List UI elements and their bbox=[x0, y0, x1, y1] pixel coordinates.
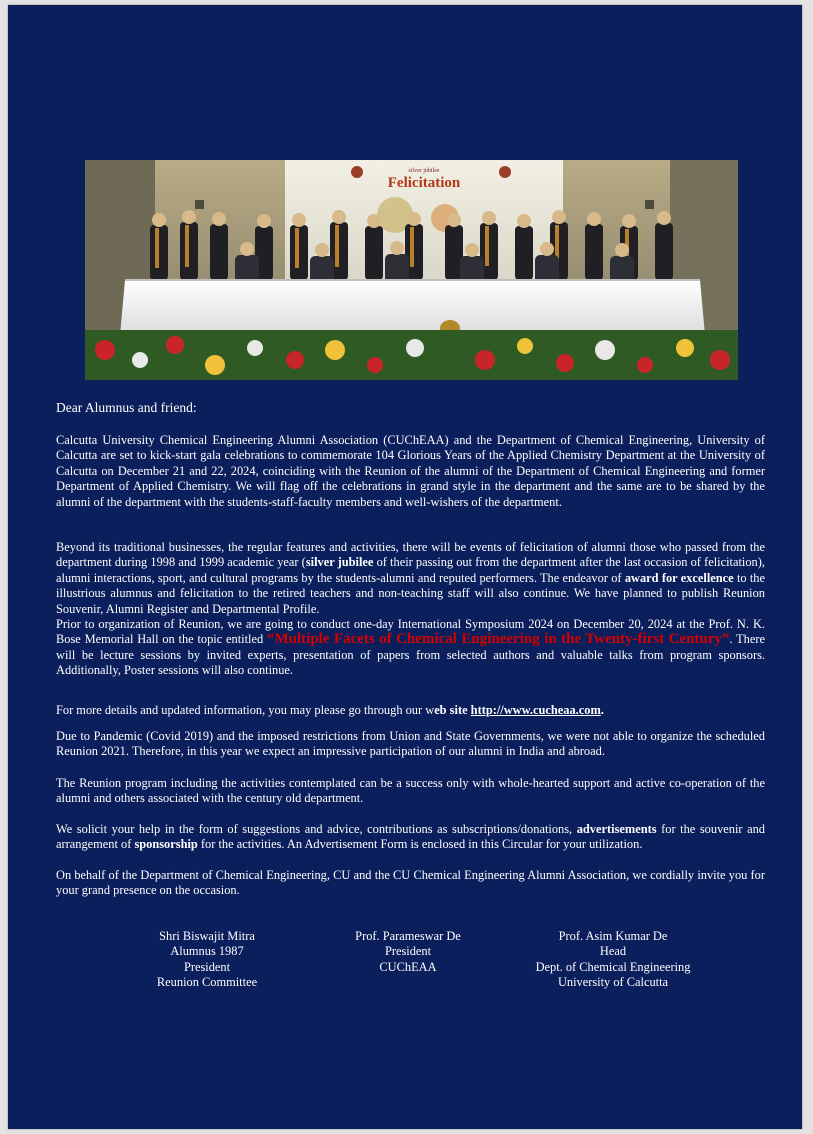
award-emphasis: award for excellence bbox=[624, 570, 734, 585]
signatory-line: Dept. of Chemical Engineering bbox=[535, 959, 691, 974]
signatory-line: CUChEAA bbox=[379, 959, 437, 974]
paragraph-support: The Reunion program including the activities contemplated can be a success only with whole-hearted support and active co-operation of the alumni and others associated with the century old department. bbox=[56, 776, 765, 806]
signatory-line: President bbox=[384, 944, 432, 959]
signatory-name: Shri Biswajit Mitra bbox=[159, 929, 255, 943]
circular-page bbox=[8, 5, 802, 1129]
salutation: Dear Alumnus and friend: bbox=[56, 400, 197, 415]
silver-jubilee-emphasis: silver jubilee bbox=[305, 555, 374, 570]
signatory-reunion-committee bbox=[132, 929, 282, 991]
advertisements-emphasis: advertisements bbox=[576, 822, 657, 836]
signatory-line: Reunion Committee bbox=[156, 975, 258, 990]
paragraph-pandemic: Due to Pandemic (Covid 2019) and the imposed restrictions from Union and State Governments, we were not able to organize the scheduled Reunion 2021. Therefore, in this year we expect an impressive participation of our alumni in India and abroad. bbox=[56, 729, 765, 759]
symposium-topic: “Multiple Facets of Chemical Engineering in the Twenty-first Century” bbox=[266, 631, 730, 648]
paragraph-intro: Calcutta University Chemical Engineering Alumni Association (CUChEAA) and the Department of Chemical Engineering, University of Calcutta are set to kick-start gala celebrations to commemorate 104 Glorious Years of the Applied Chemistry Department at the University of Calcutta on December 21 and 22, 2024, coinciding with the Reunion of the alumni of the Department of Chemical Engineering and former Department of Applied Chemistry. We will flag off the celebrations in grand style in the department and the same are to be shared by the alumni of the department with the students-staff-faculty members and well-wishers of the department. bbox=[56, 433, 765, 509]
signatory-name: Prof. Asim Kumar De bbox=[558, 929, 668, 943]
paragraph-website bbox=[56, 703, 765, 718]
solicit-text-3: for the activities. An Advertisement Form is enclosed in this Circular for your utilization. bbox=[197, 837, 643, 852]
solicit-text-1: We solicit your help in the form of suggestions and advice, contributions as subscriptions/donations, bbox=[56, 822, 577, 836]
banner-title: Felicitation bbox=[387, 175, 461, 191]
website-link[interactable]: http://www.cucheaa.com bbox=[470, 703, 601, 717]
signatory-line: University of Calcutta bbox=[557, 975, 669, 990]
paragraph-events bbox=[56, 540, 765, 679]
signatory-line: Head bbox=[599, 944, 627, 959]
felicitation-group-photo bbox=[85, 160, 738, 380]
website-bold-text: eb site bbox=[434, 703, 471, 717]
events-text-1: Beyond its traditional businesses, the regular features and activities, there will be events of felicitation of alumni those who passed from the department during 1998 and 1999 academic year ( bbox=[56, 540, 765, 570]
banner-small-text: silver jubilee bbox=[408, 168, 440, 174]
signatory-name: Prof. Parameswar De bbox=[355, 929, 461, 943]
events-text-3: to the illustrious alumnus and felicitation to the retired teachers and non-teaching staff will also continue. We have planned to publish Reunion Souvenir, Alumni Register and Departmental Profile. bbox=[56, 570, 765, 616]
signatory-department-head bbox=[523, 929, 703, 991]
signatory-line: Alumnus 1987 bbox=[170, 944, 244, 959]
symposium-text-1: Prior to organization of Reunion, we are going to conduct one-day International Symposium 2024 on December 20, 2024 at the Prof. N. K. Bose Memorial Hall on the topic entitled bbox=[56, 617, 765, 647]
website-period: . bbox=[600, 703, 604, 717]
paragraph-solicit bbox=[56, 822, 765, 853]
signatory-cucheaa bbox=[333, 929, 483, 975]
sponsorship-emphasis: sponsorship bbox=[134, 837, 198, 852]
signatory-line: President bbox=[183, 959, 231, 974]
solicit-text-2: for the souvenir and arrangement of bbox=[56, 822, 765, 852]
website-text: For more details and updated information, you may please go through our w bbox=[56, 703, 435, 717]
events-text-2: of their passing out from the department after the last occasion of felicitation), alumni interactions, sport, and cultural programs by the students-alumni and reputed performers. The endeavor of bbox=[56, 555, 765, 585]
paragraph-invitation: On behalf of the Department of Chemical Engineering, CU and the CU Chemical Engineering Alumni Association, we cordially invite you for your grand presence on the occasion. bbox=[56, 868, 765, 898]
symposium-text-2: . There will be lecture sessions by invited experts, presentation of papers from selected authors and valuable talks from program sponsors. Additionally, Poster sessions will also continue. bbox=[56, 632, 765, 678]
